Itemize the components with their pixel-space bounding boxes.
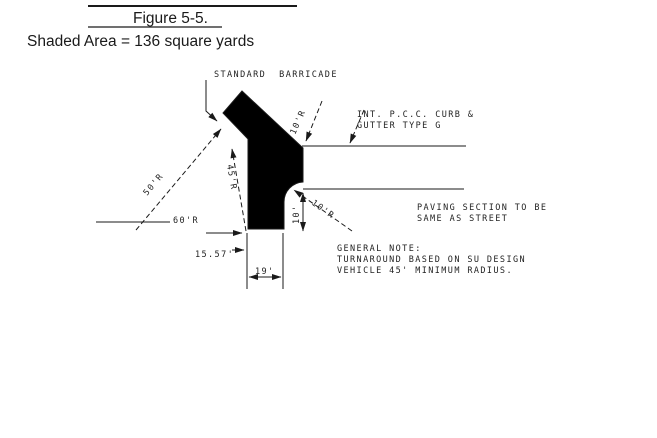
radius-10-top-line xyxy=(306,101,322,141)
radius-60-label: 60'R xyxy=(173,216,200,226)
general-note-line2: TURNAROUND BASED ON SU DESIGN xyxy=(337,255,527,265)
curb-note-line2: GUTTER TYPE G xyxy=(357,121,442,131)
paving-note-line1: PAVING SECTION TO BE xyxy=(417,203,548,213)
radius-10-bottom-label: 10'R xyxy=(309,198,337,222)
radius-10-top-label: 10'R xyxy=(288,108,309,137)
barricade-leader-line xyxy=(206,80,217,121)
dim-10-label: 10' xyxy=(292,204,302,224)
general-note-line1: GENERAL NOTE: xyxy=(337,244,422,254)
radius-50-line xyxy=(136,129,221,230)
curb-note-line1: INT. P.C.C. CURB & xyxy=(357,110,475,120)
barricade-label: STANDARD BARRICADE xyxy=(214,70,338,80)
paving-note-line2: SAME AS STREET xyxy=(417,214,509,224)
radius-50-label: 50'R xyxy=(141,171,167,198)
shaded-area-shape xyxy=(223,91,303,229)
figure-subtitle: Shaded Area = 136 square yards xyxy=(27,33,255,50)
dim-19-label: 19' xyxy=(255,267,275,277)
radius-45-label: 45'R xyxy=(224,163,239,192)
dim-1557-label: 15.57' xyxy=(195,250,235,260)
figure-title: Figure 5-5. xyxy=(133,10,208,27)
general-note-line3: VEHICLE 45' MINIMUM RADIUS. xyxy=(337,266,513,276)
